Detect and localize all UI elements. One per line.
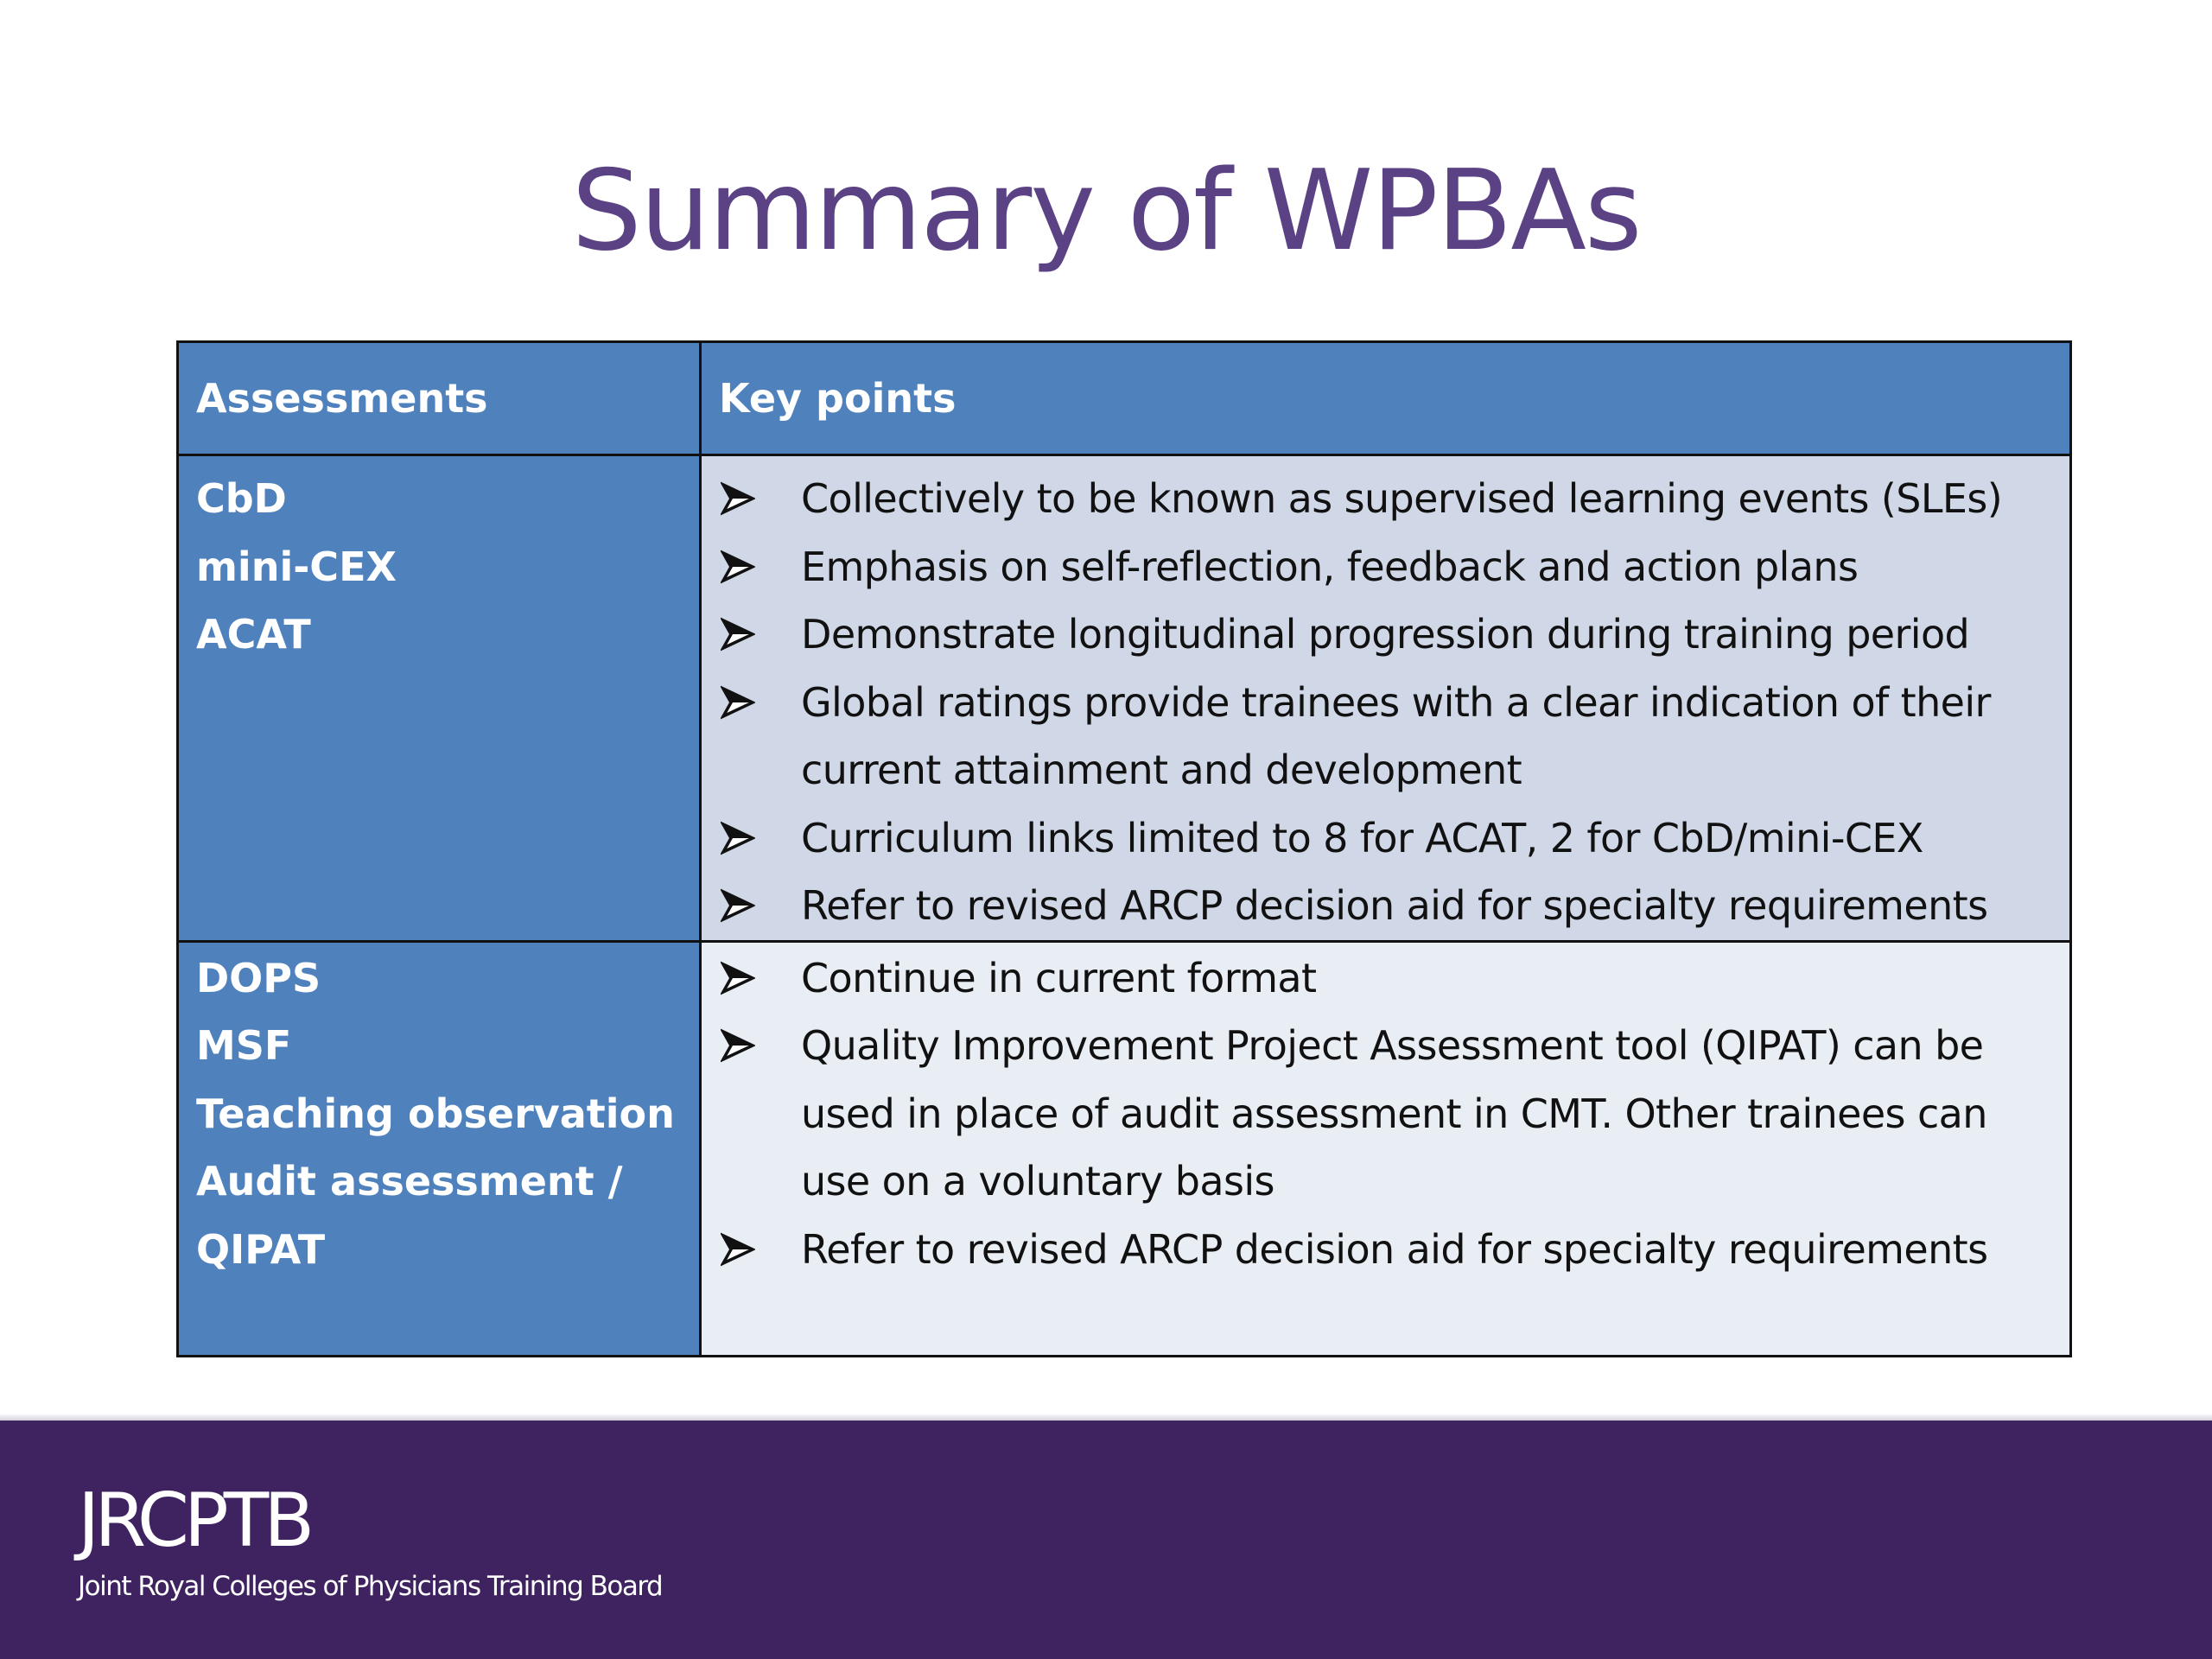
assessment-name: MSF	[196, 1022, 292, 1069]
footer-band	[0, 1421, 2212, 1659]
key-points-cell	[701, 941, 2071, 1356]
table-header-row	[178, 342, 2071, 455]
arrowhead-bullet-icon	[721, 465, 759, 533]
list-item: Global ratings provide trainees with a clear indication of their current attainment and development	[702, 669, 2069, 804]
key-points-list	[702, 943, 2069, 1284]
arrowhead-bullet-icon-glyph	[721, 821, 755, 855]
header-assessments: Assessments	[178, 342, 701, 455]
list-item: Emphasis on self-reflection, feedback and action plans	[702, 533, 2069, 601]
list-item: Continue in current format	[702, 944, 2069, 1013]
arrowhead-bullet-icon	[721, 944, 759, 1013]
assessment-name: ACAT	[196, 611, 311, 658]
arrowhead-bullet-icon-glyph	[721, 888, 755, 923]
slide-title: Summary of WPBAs	[571, 147, 1641, 276]
arrowhead-bullet-icon-glyph	[721, 1232, 755, 1267]
wpba-summary-table	[176, 340, 2072, 1357]
list-item: Quality Improvement Project Assessment tool (QIPAT) can be used in place of audit assessment in CMT. Other trainees can use on a voluntary basis	[702, 1012, 2069, 1216]
list-item: Demonstrate longitudinal progression during training period	[702, 601, 2069, 669]
list-item: Collectively to be known as supervised learning events (SLEs)	[702, 465, 2069, 533]
jrcptb-logo-subtitle: Joint Royal Colleges of Physicians Training Board	[78, 1571, 663, 1602]
assessment-name: CbD	[196, 475, 287, 522]
arrowhead-bullet-icon	[721, 601, 759, 669]
assessment-name: mini-CEX	[196, 543, 397, 590]
assessments-cell	[178, 455, 701, 942]
arrowhead-bullet-icon	[721, 872, 759, 940]
key-points-cell	[701, 455, 2071, 942]
table-row	[178, 941, 2071, 1356]
arrowhead-bullet-icon-glyph	[721, 961, 755, 995]
header-key-points: Key points	[701, 342, 2071, 455]
table-row	[178, 455, 2071, 942]
arrowhead-bullet-icon-glyph	[721, 481, 755, 516]
key-points-list	[702, 456, 2069, 940]
arrowhead-bullet-icon-glyph	[721, 550, 755, 584]
arrowhead-bullet-icon	[721, 669, 759, 737]
assessment-name: QIPAT	[196, 1225, 326, 1273]
list-item: Curriculum links limited to 8 for ACAT, 2 for CbD/mini-CEX	[702, 804, 2069, 873]
arrowhead-bullet-icon	[721, 804, 759, 873]
list-item: Refer to revised ARCP decision aid for specialty requirements	[702, 1216, 2069, 1284]
arrowhead-bullet-icon	[721, 1216, 759, 1284]
jrcptb-logo: JRCPTB	[78, 1478, 310, 1564]
assessment-name: DOPS	[196, 954, 321, 1001]
arrowhead-bullet-icon-glyph	[721, 1028, 755, 1063]
arrowhead-bullet-icon	[721, 533, 759, 601]
assessment-name: Teaching observation	[196, 1090, 675, 1137]
assessments-cell	[178, 941, 701, 1356]
assessment-name: Audit assessment /	[196, 1158, 623, 1205]
arrowhead-bullet-icon	[721, 1012, 759, 1080]
arrowhead-bullet-icon-glyph	[721, 617, 755, 652]
list-item: Refer to revised ARCP decision aid for specialty requirements	[702, 872, 2069, 940]
arrowhead-bullet-icon-glyph	[721, 685, 755, 720]
